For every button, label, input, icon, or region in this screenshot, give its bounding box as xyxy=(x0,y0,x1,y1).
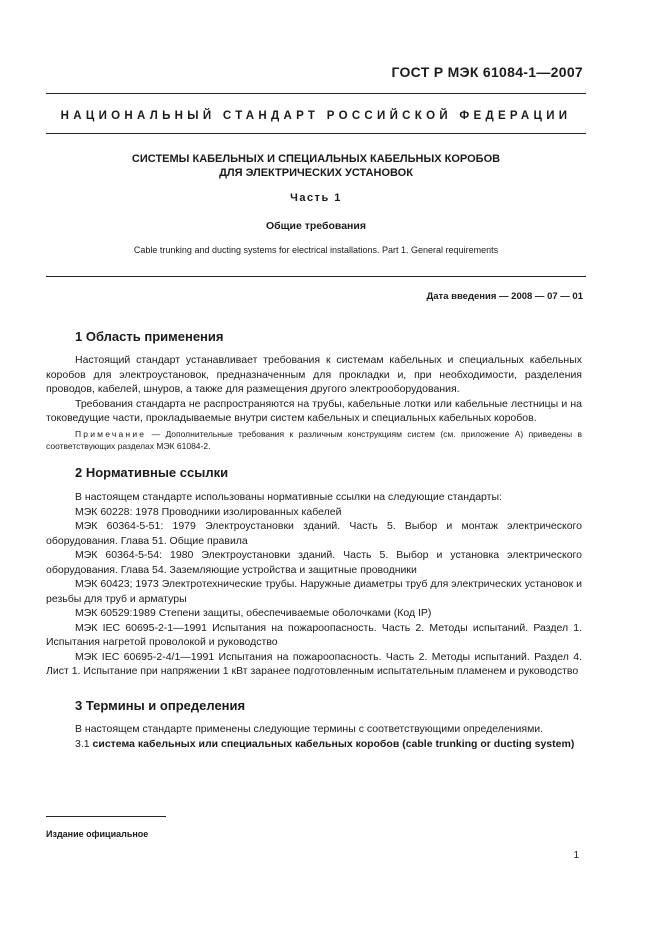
reference-item: В настоящем стандарте использованы нормативные ссылки на следующие стандарты: xyxy=(75,491,502,503)
term-number: 3.1 xyxy=(75,737,90,750)
banner-rule xyxy=(46,133,586,134)
introduction-date: Дата введения — 2008 — 07 — 01 xyxy=(426,291,583,302)
subtitle: Общие требования xyxy=(266,220,366,232)
footer-rule xyxy=(46,816,166,817)
section-1-paragraph: Требования стандарта не распространяются на трубы, кабельные лотки или кабельные лестницы и на токоведущие части, прокладываемые внутри систем кабельных и специальных кабельных коробов. xyxy=(46,397,582,424)
reference-item: МЭК IEC 60695-2-4/1—1991 Испытания на пожароопасность. Часть 2. Методы испытаний. Раздел 4. Лист 1. Испытание при напряжении 1 кВт заранее подготовленным испытательным пламенем и руководство xyxy=(46,650,582,677)
section-2-heading: 2 Нормативные ссылки xyxy=(75,465,229,480)
section-2-body xyxy=(46,490,582,679)
section-3-heading: 3 Термины и определения xyxy=(75,698,246,713)
reference-item: МЭК 60228: 1978 Проводники изолированных кабелей xyxy=(75,505,342,518)
term-text: система кабельных или специальных кабельных коробов (cable trunking or ducting system) xyxy=(92,737,575,750)
reference-item: МЭК 60364-5-51: 1979 Электроустановки зданий. Часть 5. Выбор и монтаж электрического оборудования. Глава 51. Общие правила xyxy=(46,520,582,547)
document-title xyxy=(46,152,586,180)
page-number: 1 xyxy=(573,850,579,861)
reference-item: МЭК 60529:1989 Степени защиты, обеспечиваемые оболочками (Код IP) xyxy=(75,607,432,619)
title-rule xyxy=(46,276,586,277)
header-rule xyxy=(46,93,586,94)
reference-item: МЭК IEC 60695-2-1—1991 Испытания на пожароопасность. Часть 2. Методы испытаний. Раздел 1. Испытания нагретой проволокой и руководство xyxy=(46,621,582,648)
note-text: — Дополнительные требования к различным конструкциям систем (см. приложение А) приведены в соответствующих разделах МЭК 61084-2. xyxy=(46,429,582,451)
section-3-body xyxy=(46,722,582,751)
national-standard-banner: НАЦИОНАЛЬНЫЙ СТАНДАРТ РОССИЙСКОЙ ФЕДЕРАЦИИ xyxy=(60,110,572,122)
note-label: Примечание xyxy=(75,429,147,439)
section-1-note xyxy=(46,429,582,452)
document-number: ГОСТ Р МЭК 61084-1—2007 xyxy=(391,64,583,80)
reference-item: МЭК 60364-5-54: 1980 Электроустановки зданий. Часть 5. Выбор и установка электрического оборудования. Глава 54. Заземляющие устройства и защитные проводники xyxy=(46,549,582,576)
section-1-body xyxy=(46,353,582,426)
title-line-2: ДЛЯ ЭЛЕКТРИЧЕСКИХ УСТАНОВОК xyxy=(219,167,413,179)
term-definition xyxy=(46,737,582,752)
reference-item: МЭК 60423; 1973 Электротехнические трубы. Наружные диаметры труб для электрических установок и резьбы для труб и арматуры xyxy=(46,578,582,605)
title-line-1: СИСТЕМЫ КАБЕЛЬНЫХ И СПЕЦИАЛЬНЫХ КАБЕЛЬНЫХ КОРОБОВ xyxy=(131,153,501,165)
english-title: Cable trunking and ducting systems for electrical installations. Part 1. General requirements xyxy=(133,245,499,255)
section-3-paragraph: В настоящем стандарте применены следующие термины с соответствующими определениями. xyxy=(75,723,544,735)
part-label: Часть 1 xyxy=(290,192,342,204)
section-1-paragraph: Настоящий стандарт устанавливает требования к системам кабельных и специальных кабельных коробов для электроустановок, предназначенным для прокладки и, при необходимости, разделения проводов, кабелей, шнуров, а также для размещения другого электрооборудования. xyxy=(46,354,582,395)
section-1-heading: 1 Область применения xyxy=(75,329,224,344)
edition-label: Издание официальное xyxy=(46,829,149,839)
